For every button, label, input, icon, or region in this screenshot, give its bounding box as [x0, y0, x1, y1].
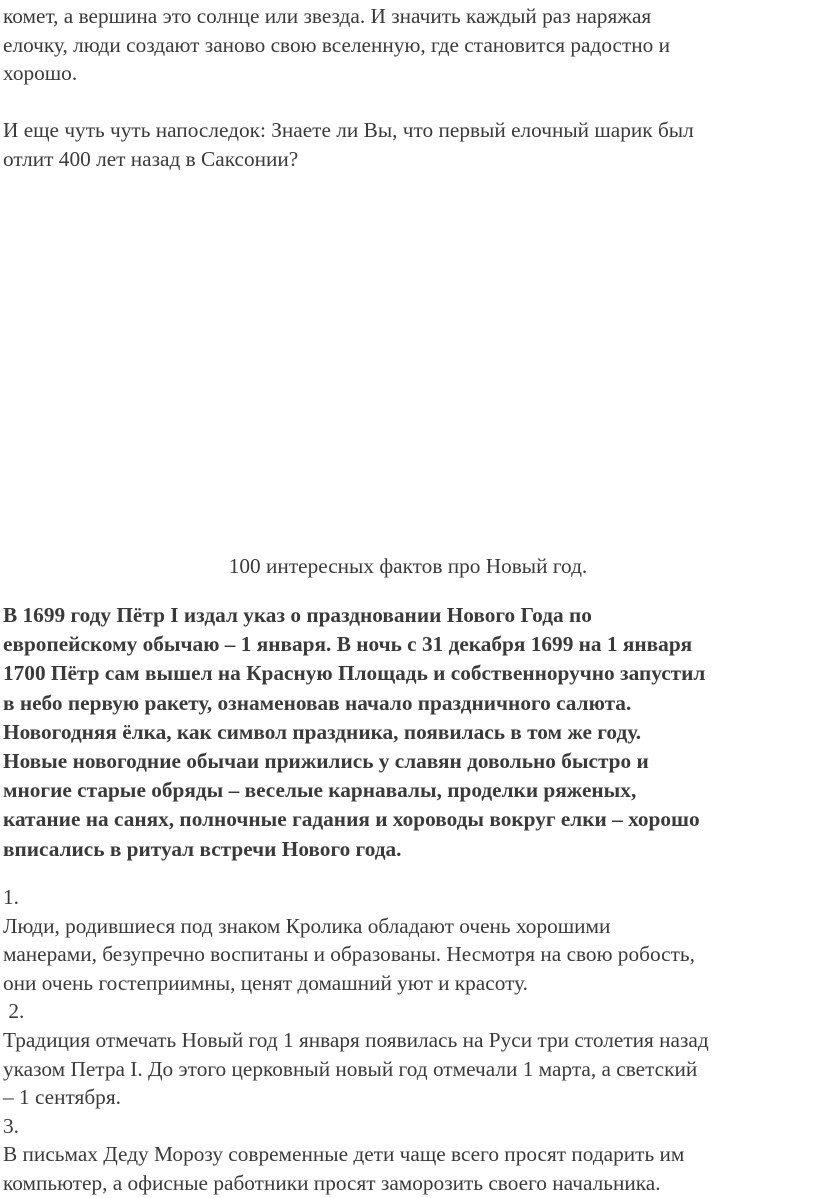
text-line: В 1699 году Пётр I издал указ о праздновании Нового Года по	[3, 603, 592, 627]
text-line: Люди, родившиеся под знаком Кролика обладают очень хорошими	[3, 913, 611, 938]
text-line: В письмах Деду Морозу современные дети чаще всего просят подарить им	[3, 1142, 685, 1167]
bold-intro-paragraph	[3, 601, 815, 864]
text-line: они очень гостеприимны, ценят домашний уют и красоту.	[3, 970, 528, 995]
text-line: комет, а вершина это солнце или звезда. И значить каждый раз наряжая	[3, 4, 652, 28]
fact-item	[3, 1112, 815, 1198]
text-line: 1700 Пётр сам вышел на Красную Площадь и собственноручно запустил	[3, 661, 706, 686]
text-line: Новые новогодние обычаи прижились у славян довольно быстро и	[3, 749, 649, 774]
text-line: указом Петра I. До этого церковный новый год отмечали 1 марта, а светский	[3, 1056, 698, 1081]
text-line: катание на санях, полночные гадания и хороводы вокруг елки – хорошо	[3, 807, 700, 832]
fact-number: 3.	[3, 1113, 19, 1138]
intro-paragraph-1	[3, 2, 813, 88]
fact-number: 2.	[3, 999, 25, 1024]
section-title: 100 интересных фактов про Новый год.	[228, 554, 588, 578]
text-line: И еще чуть чуть напоследок: Знаете ли Вы, что первый елочный шарик был	[3, 118, 694, 142]
text-line: вписались в ритуал встречи Нового года.	[3, 836, 402, 861]
text-line: европейскому обычаю – 1 января. В ночь с 31 декабря 1699 на 1 января	[3, 632, 693, 657]
text-line: – 1 сентября.	[3, 1085, 121, 1110]
intro-paragraph-2	[3, 116, 813, 173]
text-line: Традиция отмечать Новый год 1 января появилась на Руси три столетия назад	[3, 1027, 709, 1052]
text-line: Новогодняя ёлка, как символ праздника, появилась в том же году.	[3, 719, 642, 744]
fact-list	[3, 883, 815, 1198]
text-line: в небо первую ракету, ознаменовав начало праздничного салюта.	[3, 690, 632, 715]
text-line: отлит 400 лет назад в Саксонии?	[3, 146, 299, 171]
text-line: хорошо.	[3, 61, 78, 85]
fact-item	[3, 883, 815, 997]
fact-item	[3, 997, 815, 1111]
text-line: многие старые обряды – веселые карнавалы, проделки ряженых,	[3, 778, 637, 803]
text-line: манерами, безупречно воспитаны и образованы. Несмотря на свою робость,	[3, 942, 695, 967]
fact-number: 1.	[3, 885, 19, 909]
text-line: компьютер, а офисные работники просят заморозить своего начальника.	[3, 1170, 661, 1195]
text-line: елочку, люди создают заново свою вселенную, где становится радостно и	[3, 32, 671, 57]
